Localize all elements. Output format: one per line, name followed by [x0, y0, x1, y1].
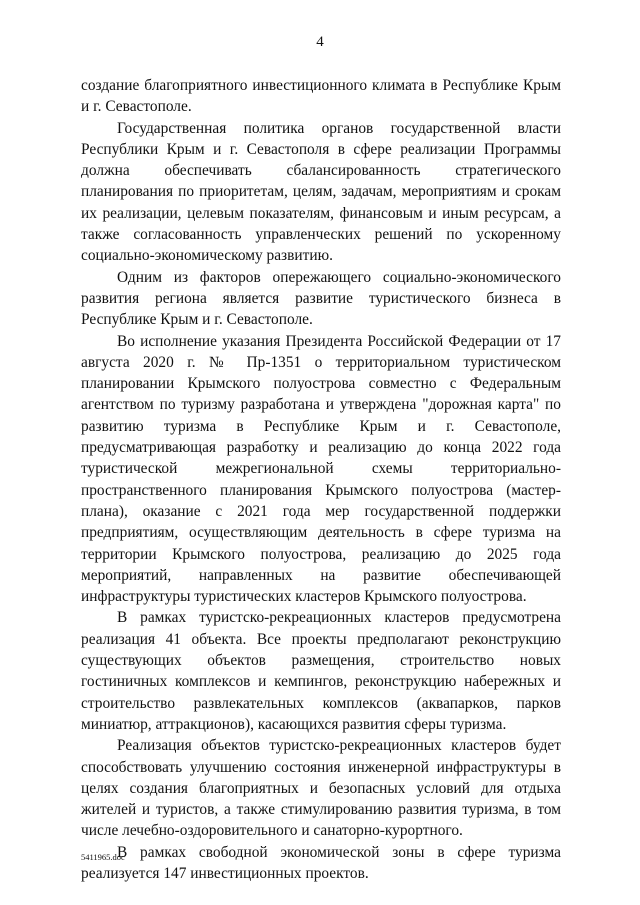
- document-file-reference: 5411965.doc: [81, 852, 125, 862]
- page-number: 4: [316, 34, 324, 50]
- paragraph-state-policy: Государственная политика органов государственной власти Республики Крым и г. Севастополя в сфере реализации Программы должна обеспечивать сбалансированность стратегического планирования по приоритетам, целям, задачам, мероприятиям и срокам их реализации, целевым показателям, финансовым и иным ресурсам, а также согласованность управленческих решений по ускоренному социально-экономическому развитию.: [81, 119, 561, 265]
- paragraph-infrastructure: Реализация объектов туристско-рекреационных кластеров будет способствовать улучшению состояния инженерной инфраструктуры в целях создания благоприятных и безопасных условий для отдыха жителей и туристов, а также стимулированию развития туризма, в том числе лечебно-оздоровительного и санаторно-курортного.: [81, 737, 561, 840]
- paragraph-clusters: В рамках туристско-рекреационных кластеров предусмотрена реализация 41 объекта. Все проекты предполагают реконструкцию существующих объектов размещения, строительство новых гостиничных комплексов и кемпингов, реконструкцию набережных и строительство развлекательных комплексов (аквапарков, парков миниатюр, аттракционов), касающихся развития сферы туризма.: [81, 609, 561, 733]
- paragraph-roadmap: Во исполнение указания Президента Российской Федерации от 17 августа 2020 г. № Пр-1351 о территориальном туристическом планировании Крымского полуострова совместно с Федеральным агентством по туризму разработана и утверждена "дорожная карта" по развитию туризма в Республике Крым и г. Севастополе, предусматривающая разработку и реализацию до конца 2022 года туристической межрегиональной схемы территориально-пространственного планирования Крымского полуострова (мастер-плана), оказание с 2021 года мер государственной поддержки предприятиям, осуществляющим деятельность в сфере туризма на территории Крымского полуострова, реализацию до 2025 года мероприятий, направленных на развитие обеспечивающей инфраструктуры туристических кластеров Крымского полуострова.: [81, 332, 561, 606]
- paragraph-tourism-factor: Одним из факторов опережающего социально-экономического развития региона является развитие туристического бизнеса в Республике Крым и г. Севастополе.: [81, 268, 561, 329]
- paragraph-free-economic-zone: В рамках свободной экономической зоны в сфере туризма реализуется 147 инвестиционных проектов.: [81, 843, 561, 882]
- paragraph-continuation: создание благоприятного инвестиционного климата в Республике Крым и г. Севастополе.: [81, 77, 561, 116]
- document-body: [81, 75, 561, 884]
